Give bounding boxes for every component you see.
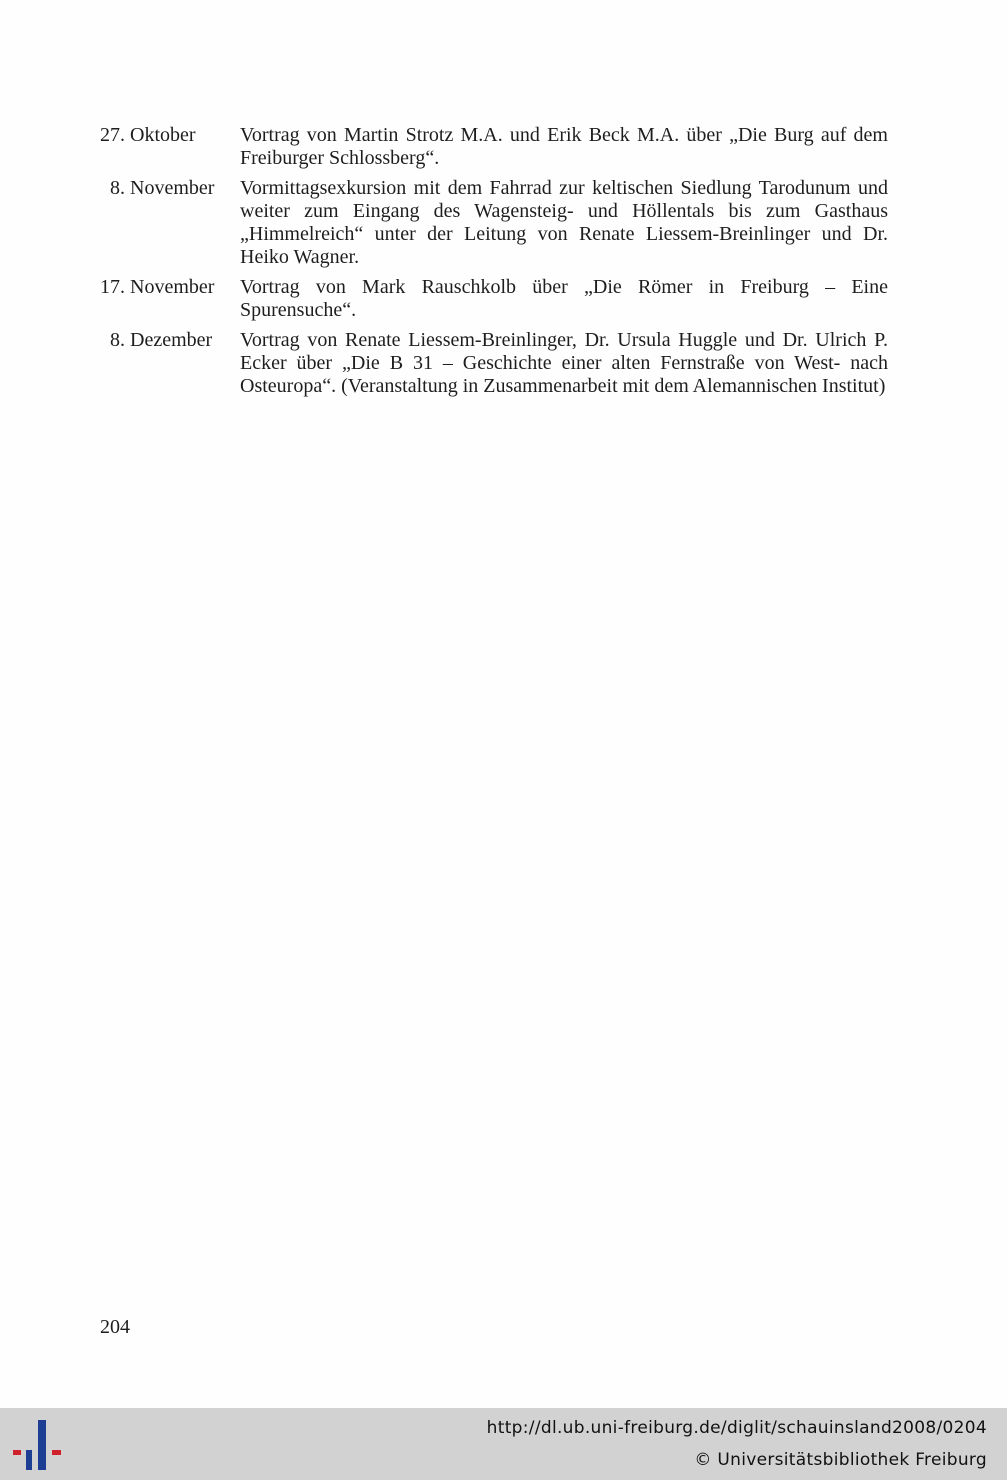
event-description: Vormittagsexkursion mit dem Fahrrad zur keltischen Siedlung Tarodunum und weiter zum Eingang des Wagensteig- und Höllentals bis zum Gasthaus „Himmelreich“ unter der Leitung von Renate Liessem-Breinlinger und Dr. Heiko Wagner. <box>240 177 888 268</box>
event-date: 17. November <box>100 276 215 298</box>
logo-blue-short <box>26 1450 32 1470</box>
event-date: 8. Dezember <box>100 329 213 351</box>
footer-bar <box>0 1408 1007 1480</box>
source-url-link[interactable]: http://dl.ub.uni-freiburg.de/diglit/schauinsland2008/0204 <box>486 1418 987 1438</box>
event-date: 8. November <box>100 177 215 199</box>
logo-red-right <box>52 1450 61 1455</box>
logo-red-left <box>13 1450 21 1455</box>
ub-freiburg-logo-icon[interactable] <box>10 1420 64 1472</box>
event-entry <box>100 177 888 269</box>
logo-blue-tall <box>38 1420 46 1470</box>
event-entry <box>100 276 888 322</box>
event-entry <box>100 329 888 398</box>
page-number: 204 <box>100 1316 130 1338</box>
event-list <box>100 124 888 405</box>
event-entry <box>100 124 888 170</box>
copyright-notice: © Universitätsbibliothek Freiburg <box>694 1450 987 1470</box>
event-description: Vortrag von Renate Liessem-Breinlinger, Dr. Ursula Huggle und Dr. Ulrich P. Ecker über „Die B 31 – Geschichte einer alten Fernstraße von West- nach Osteuropa“. (Veranstaltung in Zusammenarbeit mit dem Alemannischen Institut) <box>240 329 888 397</box>
event-description: Vortrag von Martin Strotz M.A. und Erik Beck M.A. über „Die Burg auf dem Freiburger Schlossberg“. <box>240 124 888 169</box>
event-date: 27. Oktober <box>100 124 196 146</box>
event-description: Vortrag von Mark Rauschkolb über „Die Römer in Freiburg – Eine Spurensuche“. <box>240 276 888 321</box>
